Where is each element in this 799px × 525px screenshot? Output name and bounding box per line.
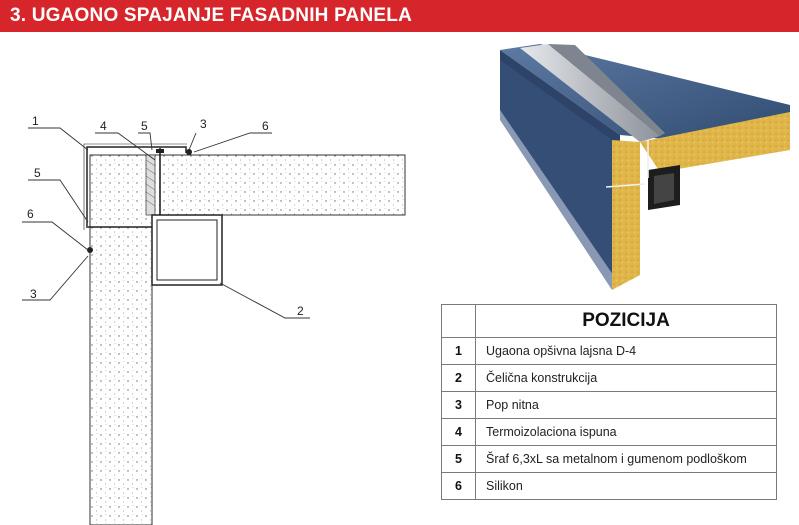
- legend-row-num: 4: [442, 419, 476, 446]
- legend-row-num: 1: [442, 338, 476, 365]
- legend-row-num: 3: [442, 392, 476, 419]
- horizontal-panel: [152, 155, 405, 215]
- legend-row-label: Ugaona opšivna lajsna D-4: [476, 338, 777, 365]
- legend-row: [442, 365, 777, 392]
- legend-row-label: Pop nitna: [476, 392, 777, 419]
- callout-5-top: 5: [141, 119, 148, 133]
- legend-row-num: 6: [442, 473, 476, 500]
- callout-1: 1: [32, 114, 39, 128]
- legend-row: [442, 392, 777, 419]
- page-title: 3. UGAONO SPAJANJE FASADNIH PANELA: [10, 5, 412, 26]
- legend-row-label: Termoizolaciona ispuna: [476, 419, 777, 446]
- legend-row-num: 2: [442, 365, 476, 392]
- legend-row: [442, 446, 777, 473]
- legend-table: [441, 304, 777, 500]
- legend-row-label: Čelična konstrukcija: [476, 365, 777, 392]
- callout-5-side: 5: [34, 166, 41, 180]
- legend-header-row: [442, 305, 777, 338]
- callout-6-top: 6: [262, 119, 269, 133]
- callout-3-side: 3: [30, 287, 37, 301]
- vertical-panel: [90, 155, 152, 525]
- insulation-side: [612, 140, 640, 290]
- panel-render: [440, 34, 799, 294]
- section-drawing: [0, 32, 430, 525]
- legend-row-label: Šraf 6,3xL sa metalnom i gumenom podloškom: [476, 446, 777, 473]
- callout-2: 2: [297, 304, 304, 318]
- legend-title: POZICIJA: [476, 305, 777, 338]
- callout-6-side: 6: [27, 207, 34, 221]
- legend-row: [442, 338, 777, 365]
- legend-row-num: 5: [442, 446, 476, 473]
- legend-row: [442, 473, 777, 500]
- header-bar: [0, 0, 799, 32]
- callout-4: 4: [100, 119, 107, 133]
- callout-3-top: 3: [200, 117, 207, 131]
- legend-row: [442, 419, 777, 446]
- legend-row-label: Silikon: [476, 473, 777, 500]
